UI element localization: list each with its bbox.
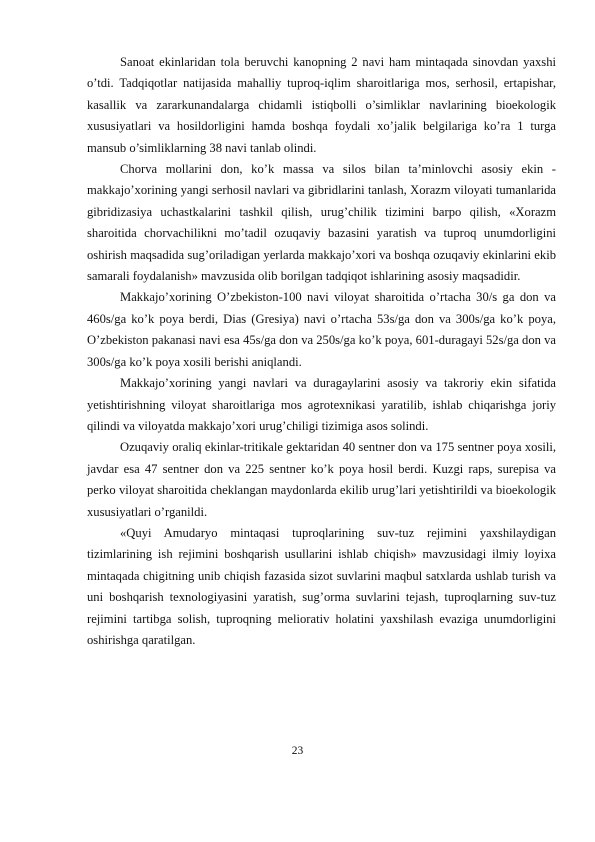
paragraph-4: Makkajo’xorining yangi navlari va duragaylarini asosiy va takroriy ekin sifatida yetishtirishning viloyat sharoitlariga mos agrotexnikasi yaratilib, ishlab chiqarishga joriy qilindi va viloyatda makkajo’xori urug’chiligi tizimiga asos solindi. [87, 376, 556, 433]
paragraph-6: «Quyi Amudaryo mintaqasi tuproqlarining suv-tuz rejimini yaxshilaydigan tizimlarining ish rejimini boshqarish usullarini ishlab chiqish» mavzusidagi ilmiy loyixa mintaqada chigitning unib chiqish fazasida sizot suvlarini maqbul satxlarda ushlab turish va uni boshqarish texnologiyasini yaratish, sug’orma suvlarini tejash, tuproqlarning suv-tuz rejimini tartibga solish, tuproqning meliorativ holatini yaxshilash evaziga unumdorligini oshirishga qaratilgan. [87, 525, 556, 647]
paragraph-3: Makkajo’xorining O’zbekiston-100 navi viloyat sharoitida o’rtacha 30/s ga don va 460s/ga ko’k poya berdi, Dias (Gresiya) navi o’rtacha 53s/ga don va 300s/ga ko’k poya, O’zbekiston pakanasi navi esa 45s/ga don va 250s/ga ko’k poya, 601-duragayi 52s/ga don va 300s/ga ko’k poya xosili berishi aniqlandi. [87, 290, 556, 369]
page-body [87, 52, 556, 651]
paragraph-2: Chorva mollarini don, ko’k massa va silos bilan ta’minlovchi asosiy ekin - makkajo’xorining yangi serhosil navlari va gibridlarini tanlash, Xorazm viloyati tumanlarida gibridizasiya uchastkalarini tashkil qilish, urug’chilik tizimini barpo qilish, «Xorazm sharoitida chorvachilikni mo’tadil ozuqaviy bazasini yaratish va tuproq unumdorligini oshirish maqsadida sug’oriladigan yerlarda makkajo’xori va boshqa ozuqaviy ekinlarini ekib samarali foydalanish» mavzusida olib borilgan tadqiqot ishlarining asosiy maqsadidir. [87, 162, 556, 284]
paragraph-1: Sanoat ekinlaridan tola beruvchi kanopning 2 navi ham mintaqada sinovdan yaxshi o’tdi. Tadqiqotlar natijasida mahalliy tuproq-iqlim sharoitlariga mos, serhosil, ertapishar, kasallik va zararkunandalarga chidamli istiqbolli o’simliklar navlarining bioekologik xususiyatlari va hosildorligini hamda boshqa foydali xo’jalik belgilariga ko’ra 1 turga mansub o’simliklarning 38 navi tanlab olindi. [87, 55, 556, 155]
paragraph-5: Ozuqaviy oraliq ekinlar-tritikale gektaridan 40 sentner don va 175 sentner poya xosili, javdar esa 47 sentner don va 225 sentner ko’k poya hosil berdi. Kuzgi raps, surepisa va perko viloyat sharoitida cheklangan maydonlarda ekilib urug’lari yetishtirildi va bioekologik xususiyatlari o’rganildi. [87, 440, 556, 519]
page-number: 23 [291, 745, 304, 757]
